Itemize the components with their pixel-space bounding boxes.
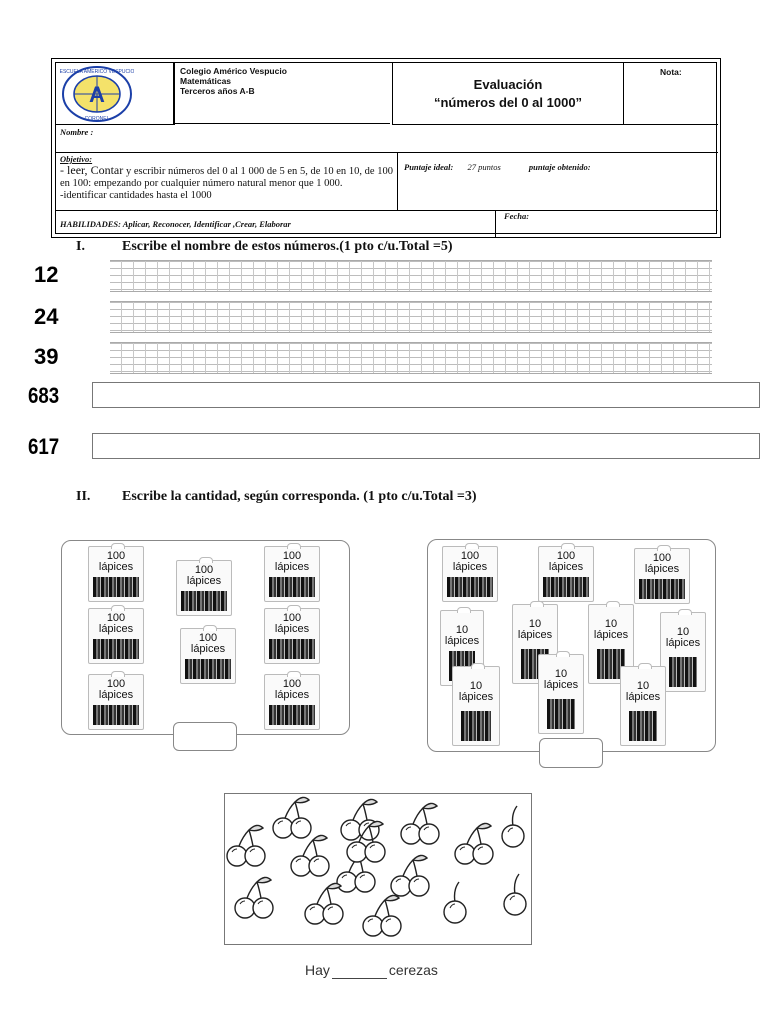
fecha-label: Fecha: xyxy=(504,211,530,221)
nota-cell xyxy=(624,63,718,125)
header-inner-border xyxy=(55,62,717,234)
cherries-panel xyxy=(224,793,532,945)
answer-box-panel-b[interactable] xyxy=(539,738,603,768)
pack-100: 100 lápices xyxy=(176,560,232,616)
nombre-field[interactable] xyxy=(56,125,718,153)
cherries-illustration xyxy=(225,794,533,946)
fecha-cell[interactable] xyxy=(496,211,718,237)
pack-10: 10 lápices xyxy=(660,612,706,692)
pack-10: 10 lápices xyxy=(452,666,500,746)
subject-name: Matemáticas xyxy=(180,76,232,86)
pack-100: 100 lápices xyxy=(264,546,320,602)
evaluation-title-cell xyxy=(392,63,624,125)
answer-box-617[interactable] xyxy=(92,433,760,459)
pack-100: 100 lápices xyxy=(88,608,144,664)
cherry-pair xyxy=(305,883,343,924)
pack-10: 10 lápices xyxy=(512,604,558,684)
cherry-pair xyxy=(235,877,273,918)
section-1-instruction: Escribe el nombre de estos números.(1 pto c/u.Total =5) xyxy=(122,239,453,254)
svg-text:A: A xyxy=(89,82,105,107)
objetivo-label: Objetivo: xyxy=(60,154,93,164)
objetivo-line1-b: y escribir números del 0 al 1 000 de 5 en 5, de 10 en 10, de 100 en 100: empezando por cualquier número natural menor que 1 000. xyxy=(60,166,393,189)
pack-100: 100 lápices xyxy=(634,548,690,604)
cherry-single xyxy=(504,874,526,915)
cherry-pair xyxy=(291,835,329,876)
puntaje-cell xyxy=(398,153,718,211)
cherry-pair xyxy=(341,799,379,840)
hay-label: Hay xyxy=(305,962,330,978)
writing-lines-39[interactable] xyxy=(110,342,712,374)
puntaje-obtenido-label: puntaje obtenido: xyxy=(528,162,591,172)
divider xyxy=(174,63,175,125)
section-1-numeral: I. xyxy=(76,239,85,254)
nombre-label: Nombre : xyxy=(60,127,94,137)
school-name: Colegio Américo Vespucio xyxy=(180,66,287,76)
pack-100: 100 lápices xyxy=(88,674,144,730)
objetivo-line1-a: - leer, Contar xyxy=(60,163,124,177)
number-617: 617 xyxy=(28,434,60,459)
puntaje-ideal-value: 27 puntos xyxy=(467,162,501,172)
number-39: 39 xyxy=(34,344,59,369)
cherries-answer-line xyxy=(305,962,438,979)
cerezas-label: cerezas xyxy=(388,962,438,978)
answer-box-panel-a[interactable] xyxy=(173,722,237,751)
objetivo-cell xyxy=(56,153,398,211)
cherry-single xyxy=(502,806,524,847)
cherry-pair xyxy=(401,803,439,844)
school-info xyxy=(174,66,390,124)
pack-10: 10 lápices xyxy=(440,610,484,686)
nota-label: Nota: xyxy=(660,67,682,77)
svg-text:ESCUELA AMERICO VESPUCIO: ESCUELA AMERICO VESPUCIO xyxy=(60,69,134,75)
pack-100: 100 lápices xyxy=(264,674,320,730)
objetivo-line2: -identificar cantidades hasta el 1000 xyxy=(60,190,212,201)
objetivo-text xyxy=(60,164,393,190)
number-683: 683 xyxy=(28,383,60,408)
section-2-numeral: II. xyxy=(76,489,91,504)
pack-100: 100 lápices xyxy=(180,628,236,684)
pack-100: 100 lápices xyxy=(88,546,144,602)
puntaje-ideal-label: Puntaje ideal: xyxy=(404,162,454,172)
writing-lines-24[interactable] xyxy=(110,301,712,333)
pack-100: 100 lápices xyxy=(538,546,594,602)
pack-10: 10 lápices xyxy=(620,666,666,746)
answer-box-683[interactable] xyxy=(92,382,760,408)
cherry-pair xyxy=(391,855,429,896)
cherry-pair xyxy=(363,895,401,936)
evaluation-subtitle: “números del 0 al 1000” xyxy=(433,95,583,110)
grade-name: Terceros años A-B xyxy=(180,86,255,96)
pack-10: 10 lápices xyxy=(538,654,584,734)
svg-text:CORONEL: CORONEL xyxy=(84,116,110,122)
cherry-single xyxy=(444,882,466,923)
logo-cell xyxy=(56,63,174,125)
pack-10: 10 lápices xyxy=(588,604,634,684)
writing-lines-12[interactable] xyxy=(110,260,712,292)
header-table xyxy=(51,58,721,238)
habilidades-cell xyxy=(56,211,496,237)
school-logo xyxy=(60,64,134,124)
cherry-pair xyxy=(227,825,265,866)
section-2-instruction: Escribe la cantidad, según corresponda. (1 pto c/u.Total =3) xyxy=(122,489,477,504)
pack-100: 100 lápices xyxy=(264,608,320,664)
habilidades-text: HABILIDADES: Aplicar, Reconocer, Identificar ,Crear, Elaborar xyxy=(60,219,291,229)
number-24: 24 xyxy=(34,304,59,329)
number-12: 12 xyxy=(34,262,59,287)
cherry-pair xyxy=(273,797,311,838)
cherry-pair xyxy=(455,823,493,864)
evaluation-title: Evaluación xyxy=(473,77,543,92)
cherries-blank[interactable] xyxy=(332,962,387,979)
pack-100: 100 lápices xyxy=(442,546,498,602)
